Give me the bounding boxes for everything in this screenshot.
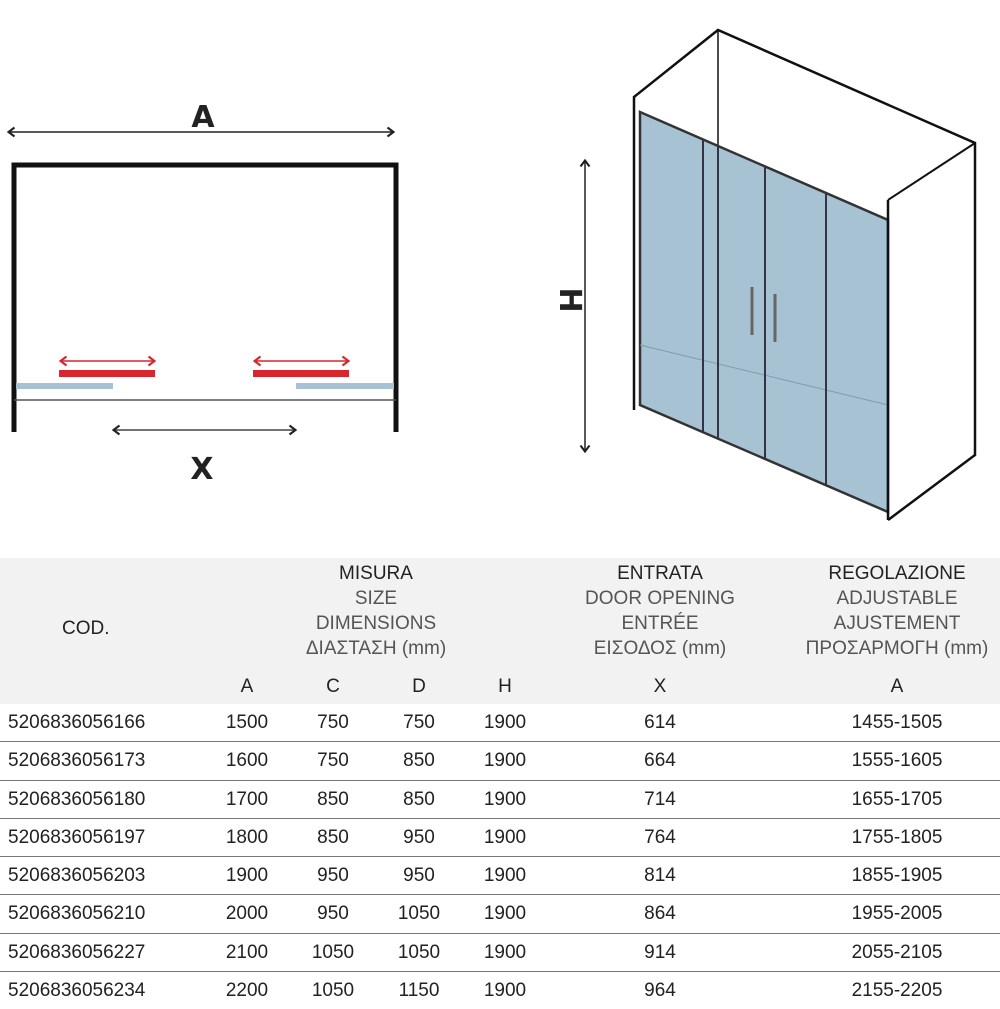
subheader-x: X bbox=[653, 676, 667, 697]
header-title: ENTRATA bbox=[617, 563, 703, 584]
table-cell: 2100 bbox=[225, 941, 269, 963]
header-cod: COD. bbox=[62, 618, 110, 639]
table-row bbox=[0, 857, 1000, 895]
table-cell: 764 bbox=[644, 826, 676, 848]
table-cell: 1955-2005 bbox=[851, 903, 943, 925]
table-cell: 1855-1905 bbox=[851, 865, 943, 887]
table-cell: 1800 bbox=[225, 826, 269, 848]
table-row bbox=[0, 742, 1000, 780]
table-cell: 1900 bbox=[483, 980, 527, 1002]
table-cell: 1500 bbox=[225, 712, 269, 733]
table-cell: 950 bbox=[317, 903, 349, 925]
table-cell: 750 bbox=[403, 712, 435, 733]
subheader-adjust-a: A bbox=[890, 676, 904, 697]
table-cell: 1755-1805 bbox=[851, 826, 943, 848]
table-cell: 1900 bbox=[225, 865, 269, 887]
plan-view bbox=[10, 100, 396, 487]
header-line: ENTRÉE bbox=[621, 613, 699, 634]
header-line: ADJUSTABLE bbox=[836, 588, 958, 609]
height-label-h: H bbox=[552, 287, 587, 313]
subheader-h: H bbox=[498, 676, 512, 697]
table-cell: 614 bbox=[644, 712, 676, 733]
header-line: DOOR OPENING bbox=[585, 588, 735, 609]
table-cell: 814 bbox=[644, 865, 676, 887]
table-row bbox=[0, 972, 1000, 1009]
fixed-glass-right bbox=[296, 383, 394, 389]
elevation-view bbox=[552, 30, 975, 520]
table-cell: 2000 bbox=[225, 903, 269, 925]
spec-table bbox=[0, 558, 1000, 1009]
table-cell: 950 bbox=[317, 865, 349, 887]
table-cell: 1900 bbox=[483, 826, 527, 848]
table-cell: 850 bbox=[403, 788, 435, 810]
table-cell: 750 bbox=[317, 712, 349, 733]
table-cell: 964 bbox=[644, 980, 676, 1002]
table-cell: 1900 bbox=[483, 941, 527, 963]
sliding-door-left bbox=[59, 370, 155, 377]
table-cell: 1900 bbox=[483, 712, 527, 733]
table-cell: 1455-1505 bbox=[851, 712, 943, 733]
subheader-c: C bbox=[326, 676, 340, 697]
table-cell: 1150 bbox=[398, 980, 440, 1002]
header-door-opening bbox=[560, 561, 760, 661]
table-cell: 714 bbox=[644, 788, 676, 810]
table-cell: 2155-2205 bbox=[851, 980, 943, 1002]
table-cell: 5206836056210 bbox=[8, 903, 146, 925]
header-line: AJUSTEMENT bbox=[833, 613, 961, 634]
enclosure-outline bbox=[14, 165, 396, 432]
table-cell: 5206836056227 bbox=[8, 941, 146, 963]
header-size bbox=[276, 561, 476, 661]
opening-label-x: X bbox=[190, 452, 214, 487]
table-cell: 1555-1605 bbox=[851, 750, 943, 772]
table-cell: 1050 bbox=[397, 903, 441, 925]
subheader-a: A bbox=[240, 676, 254, 697]
table-cell: 1900 bbox=[483, 903, 527, 925]
header-adjustable bbox=[787, 561, 1000, 661]
table-cell: 950 bbox=[403, 826, 435, 848]
table-cell: 5206836056197 bbox=[8, 826, 146, 848]
table-cell: 1050 bbox=[397, 941, 441, 963]
table-cell: 664 bbox=[644, 750, 676, 772]
table-cell: 1655-1705 bbox=[851, 788, 943, 810]
table-cell: 1700 bbox=[225, 788, 269, 810]
header-line: SIZE bbox=[354, 588, 398, 609]
table-cell: 1600 bbox=[225, 750, 269, 772]
header-line: ΕΙΣΟΔΟΣ (mm) bbox=[593, 638, 727, 659]
table-cell: 2200 bbox=[225, 980, 269, 1002]
table-header bbox=[0, 558, 1000, 704]
table-cell: 1900 bbox=[483, 788, 527, 810]
table-cell: 1900 bbox=[483, 865, 527, 887]
width-label-a: A bbox=[191, 100, 215, 135]
table-cell: 950 bbox=[403, 865, 435, 887]
table-cell: 1050 bbox=[311, 980, 355, 1002]
header-title: MISURA bbox=[339, 563, 413, 584]
sliding-door-right bbox=[253, 370, 349, 377]
table-row bbox=[0, 704, 1000, 742]
table-cell: 5206836056166 bbox=[8, 712, 146, 733]
header-line: ΔΙΑΣΤΑΣΗ (mm) bbox=[305, 638, 447, 659]
table-cell: 5206836056173 bbox=[8, 750, 146, 772]
table-row bbox=[0, 895, 1000, 933]
table-cell: 850 bbox=[317, 788, 349, 810]
table-cell: 850 bbox=[403, 750, 435, 772]
table-cell: 850 bbox=[317, 826, 349, 848]
header-line: ΠΡΟΣΑΡΜΟΓΗ (mm) bbox=[805, 638, 989, 659]
table-row bbox=[0, 819, 1000, 857]
table-body bbox=[0, 704, 1000, 1009]
table-cell: 5206836056180 bbox=[8, 788, 146, 810]
header-title: REGOLAZIONE bbox=[828, 563, 966, 584]
table-cell: 914 bbox=[644, 941, 676, 963]
table-cell: 5206836056203 bbox=[8, 865, 146, 887]
table-row bbox=[0, 781, 1000, 819]
table-cell: 5206836056234 bbox=[8, 980, 146, 1002]
table-cell: 1900 bbox=[483, 750, 527, 772]
table-cell: 750 bbox=[317, 750, 349, 772]
table-row bbox=[0, 934, 1000, 972]
table-cell: 1050 bbox=[311, 941, 355, 963]
fixed-glass-left bbox=[16, 383, 113, 389]
table-cell: 864 bbox=[644, 903, 676, 925]
table-cell: 2055-2105 bbox=[851, 941, 943, 963]
header-line: DIMENSIONS bbox=[315, 613, 437, 634]
subheader-d: D bbox=[412, 676, 426, 697]
